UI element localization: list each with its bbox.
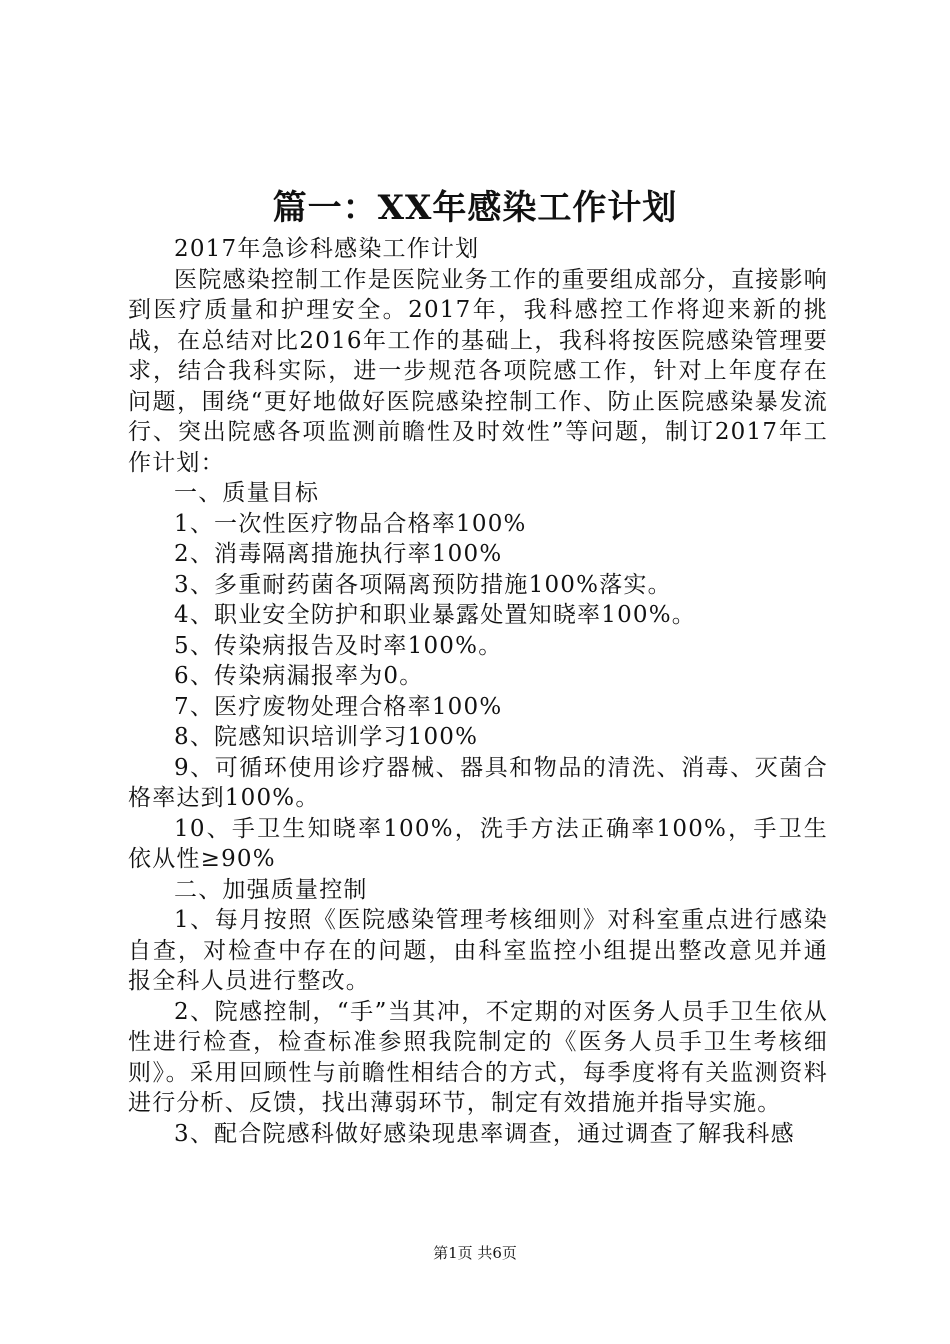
list-item: 3、多重耐药菌各项隔离预防措施100%落实。 [174,571,672,598]
list-item: 5、传染病报告及时率100%。 [174,632,503,659]
list-item: 7、医疗废物处理合格率100% [174,693,503,720]
list-item: 1、一次性医疗物品合格率100% [174,510,527,537]
section-heading-quality-control: 二、加强质量控制 [174,876,368,903]
list-item: 4、职业安全防护和职业暴露处置知晓率100%。 [174,602,696,628]
document-body [128,234,828,1149]
list-item: 6、传染病漏报率为0。 [174,663,424,689]
page-footer: 第1页 共6页 [433,1244,517,1262]
list-item: 3、配合院感科做好感染现患率调查，通过调查了解我科感 [174,1120,795,1147]
list-item: 2、消毒隔离措施执行率100% [174,541,503,567]
list-item: 8、院感知识培训学习100% [174,724,479,750]
list-item: 1、每月按照《医院感染管理考核细则》对科室重点进行感染自查，对检查中存在的问题，由科室监控小组提出整改意见并通报全科人员进行整改。 [128,907,828,994]
document-title: 篇一：XX年感染工作计划 [272,188,678,228]
list-item: 9、可循环使用诊疗器械、器具和物品的清洗、消毒、灭菌合格率达到100%。 [128,754,828,811]
list-item: 2、院感控制，“手”当其冲，不定期的对医务人员手卫生依从性进行检查，检查标准参照我院制定的《医务人员手卫生考核细则》。采用回顾性与前瞻性相结合的方式，每季度将有关监测资料进行分析、反馈，找出薄弱环节，制定有效措施并指导实施。 [128,998,828,1116]
intro-paragraph: 医院感染控制工作是医院业务工作的重要组成部分，直接影响到医疗质量和护理安全。2017年，我科感控工作将迎来新的挑战，在总结对比2016年工作的基础上，我科将按医院感染管理要求，结合我科实际，进一步规范各项院感工作，针对上年度存在问题，围绕“更好地做好医院感染控制工作、防止医院感染暴发流行、突出院感各项监测前瞻性及时效性”等问题，制订2017年工作计划： [128,266,828,476]
section-heading-quality-goals: 一、质量目标 [174,480,320,506]
subtitle-paragraph: 2017年急诊科感染工作计划 [174,236,480,262]
list-item: 10、手卫生知晓率100%，洗手方法正确率100%，手卫生依从性≥90% [128,815,828,872]
